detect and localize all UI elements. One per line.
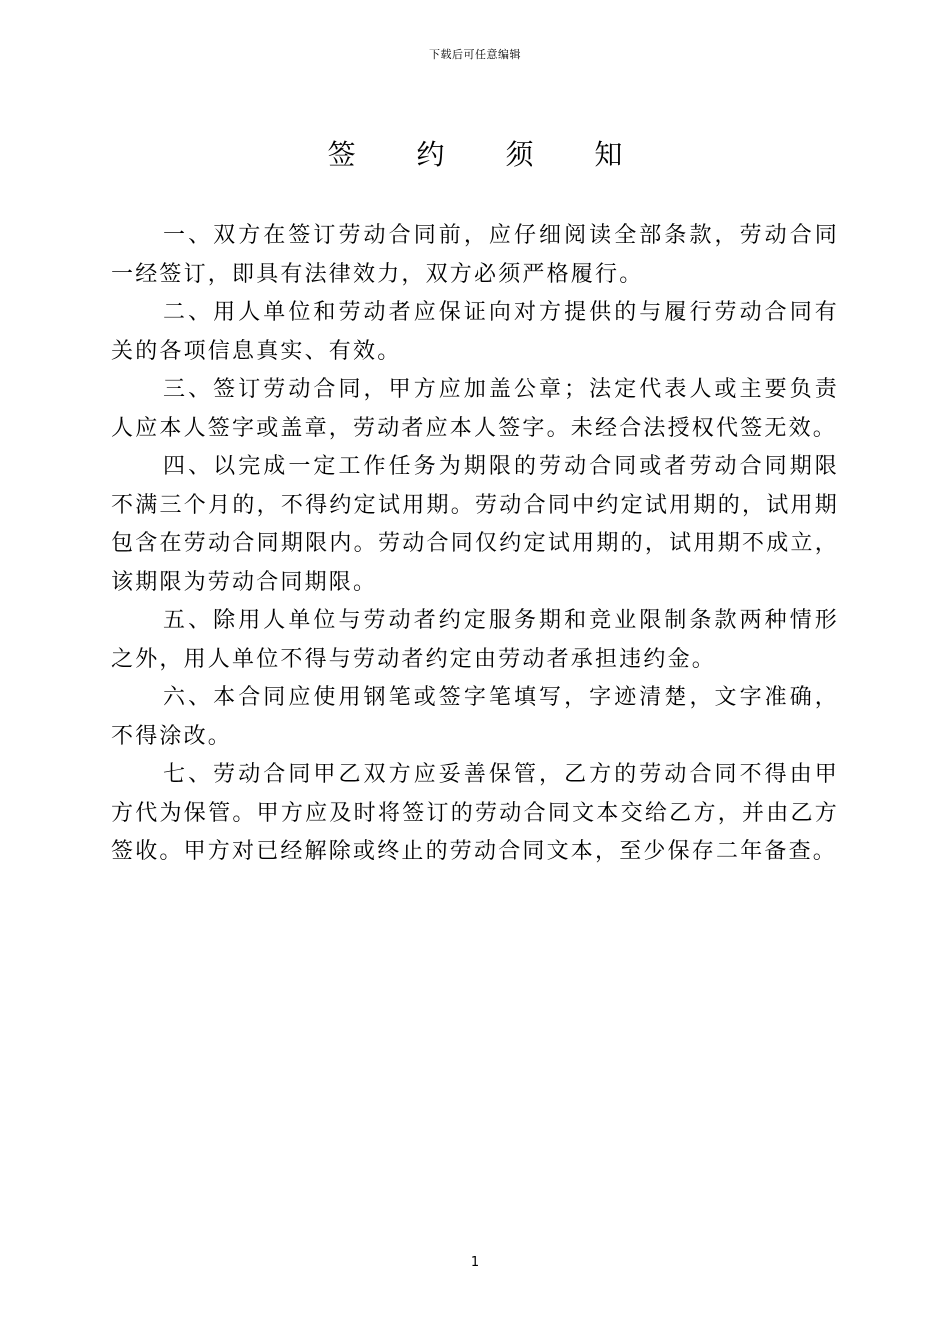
clause-5: 五、除用人单位与劳动者约定服务期和竞业限制条款两种情形之外，用人单位不得与劳动者约定由劳动者承担违约金。 xyxy=(111,608,839,672)
clause-2: 二、用人单位和劳动者应保证向对方提供的与履行劳动合同有关的各项信息真实、有效。 xyxy=(111,300,839,364)
clause-7: 七、劳动合同甲乙双方应妥善保管，乙方的劳动合同不得由甲方代为保管。甲方应及时将签订的劳动合同文本交给乙方，并由乙方签收。甲方对已经解除或终止的劳动合同文本，至少保存二年备查。 xyxy=(111,762,839,864)
page-number: 1 xyxy=(470,1255,480,1270)
header-note: 下载后可任意编辑 xyxy=(429,48,521,61)
clause-4: 四、以完成一定工作任务为期限的劳动合同或者劳动合同期限不满三个月的，不得约定试用期。劳动合同中约定试用期的，试用期包含在劳动合同期限内。劳动合同仅约定试用期的，试用期不成立，该期限为劳动合同期限。 xyxy=(111,454,839,595)
document-body xyxy=(111,217,839,872)
document-title: 签 约 须 知 xyxy=(327,138,649,171)
clause-1: 一、双方在签订劳动合同前，应仔细阅读全部条款，劳动合同一经签订，即具有法律效力，双方必须严格履行。 xyxy=(111,223,839,287)
clause-6: 六、本合同应使用钢笔或签字笔填写，字迹清楚，文字准确，不得涂改。 xyxy=(111,685,839,749)
clause-3: 三、签订劳动合同，甲方应加盖公章；法定代表人或主要负责人应本人签字或盖章，劳动者应本人签字。未经合法授权代签无效。 xyxy=(111,377,839,441)
